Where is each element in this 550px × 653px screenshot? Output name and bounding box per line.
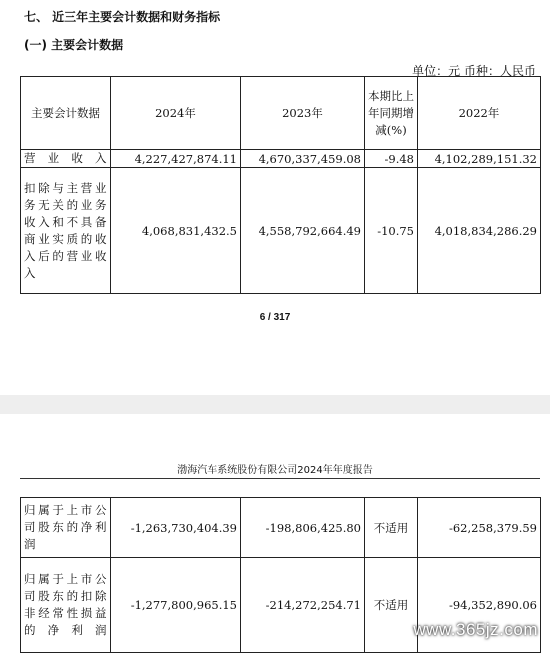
value-2024: -1,277,800,965.15 bbox=[111, 558, 241, 653]
row-label: 营业收入 bbox=[21, 150, 111, 168]
table-header-row bbox=[21, 77, 541, 150]
header-2023: 2023年 bbox=[241, 77, 365, 150]
row-label: 归属于上市公司股东的扣除非经常性损益的净利润 bbox=[21, 558, 111, 653]
row-label: 归属于上市公司股东的净利润 bbox=[21, 498, 111, 558]
row-label: 扣除与主营业务无关的业务收入和不具备商业实质的收入后的营业收入 bbox=[21, 168, 111, 294]
value-2022: -94,352,890.06 bbox=[418, 558, 541, 653]
header-item: 主要会计数据 bbox=[21, 77, 111, 150]
table-row bbox=[21, 168, 541, 294]
accounting-data-table bbox=[20, 76, 541, 294]
table-row bbox=[21, 498, 541, 558]
value-change: -10.75 bbox=[365, 168, 418, 294]
value-2023: 4,558,792,664.49 bbox=[241, 168, 365, 294]
page-number: 6 / 317 bbox=[259, 312, 291, 323]
value-2022: 4,018,834,286.29 bbox=[418, 168, 541, 294]
header-2024: 2024年 bbox=[111, 77, 241, 150]
value-2024: -1,263,730,404.39 bbox=[111, 498, 241, 558]
value-change: 不适用 bbox=[365, 498, 418, 558]
value-2023: -198,806,425.80 bbox=[241, 498, 365, 558]
value-change: -9.48 bbox=[365, 150, 418, 168]
value-change: 不适用 bbox=[365, 558, 418, 653]
running-header: 渤海汽车系统股份有限公司2024年年度报告 bbox=[177, 465, 373, 476]
value-2024: 4,227,427,874.11 bbox=[111, 150, 241, 168]
page-separator bbox=[0, 395, 550, 414]
value-2023: -214,272,254.71 bbox=[241, 558, 365, 653]
value-2023: 4,670,337,459.08 bbox=[241, 150, 365, 168]
unit-currency-note: 单位：元 币种：人民币 bbox=[412, 64, 536, 78]
header-rule bbox=[20, 478, 540, 479]
table-row bbox=[21, 150, 541, 168]
site-watermark: www.365jz.com bbox=[413, 620, 538, 639]
subsection-title: (一) 主要会计数据 bbox=[24, 38, 124, 52]
header-2022: 2022年 bbox=[418, 77, 541, 150]
section-title: 七、 近三年主要会计数据和财务指标 bbox=[24, 10, 221, 24]
header-change: 本期比上年同期增减(%) bbox=[365, 77, 418, 150]
value-2022: 4,102,289,151.32 bbox=[418, 150, 541, 168]
value-2022: -62,258,379.59 bbox=[418, 498, 541, 558]
value-2024: 4,068,831,432.5 bbox=[111, 168, 241, 294]
